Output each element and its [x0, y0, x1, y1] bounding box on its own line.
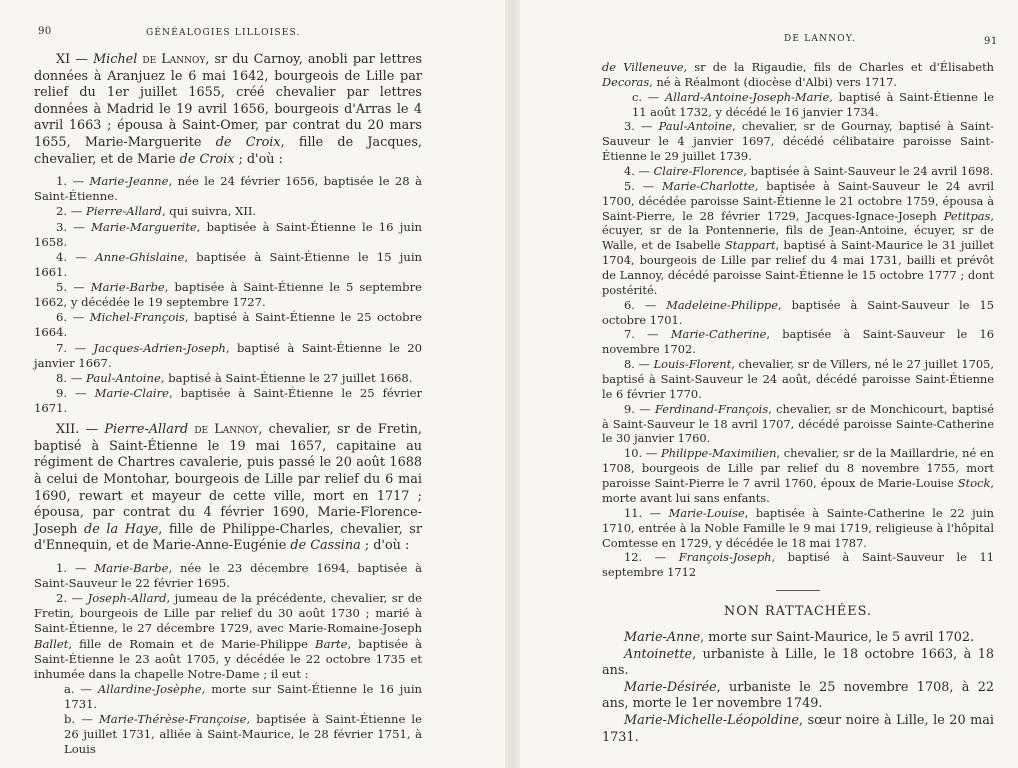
entry-prefix: 12. —	[624, 550, 679, 565]
section-divider	[776, 590, 820, 591]
child-entry	[602, 164, 994, 179]
child-entry	[602, 402, 994, 447]
entry-text: , baptisé à Saint-Étienne le 11 août 1732, y décédé le 16 janvier 1734.	[632, 89, 994, 119]
entry-text: , baptisée à Saint-Étienne le 26 juillet 1731, alliée à Saint-Maurice, le 28 février 1751, à Louis	[64, 712, 423, 757]
entry-text: , urbaniste à Lille, le 18 octobre 1663, à 18 ans.	[602, 646, 994, 679]
entry-text: , baptisée à Saint-Sauveur le 24 avril 1698.	[743, 164, 994, 179]
person-name: Marie-Charlotte	[661, 178, 755, 193]
person-name: Marie-Michelle-Léopoldine	[624, 712, 799, 728]
entry-text: , baptisé à Saint-Maurice le 31 juillet 1704, bourgeois de Lille par relief du 4 mai 1731, bailli et prévôt de Lannoy, décédé paroisse Saint-Étienne le 15 octobre 1777 ; dont postérité.	[602, 238, 995, 297]
entry-text: , baptisée à Saint-Étienne le 23 août 1705, y décédée le 22 octobre 1735 et inhumée dans la chapelle Notre-Dame ; il eut :	[34, 636, 422, 681]
sub-prefix: c. —	[632, 89, 665, 104]
entry-text: , morte avant lui sans enfants.	[602, 476, 994, 505]
entry-prefix: 8. —	[624, 357, 654, 372]
entry-text: , baptisée à Saint-Étienne le 16 juin 1658.	[34, 219, 422, 249]
entry-text: , fille de Romain et de Marie-Philippe	[68, 636, 316, 651]
person-name: Barte	[315, 636, 348, 651]
left-page	[0, 0, 505, 768]
running-head-left: GÉNÉALOGIES LILLOISES.	[146, 28, 301, 38]
person-name: Ballet	[34, 636, 69, 651]
entry-text: , sr de la Rigaudie, fils de Charles et d'Élisabeth	[683, 60, 994, 74]
person-name: Marie-Désirée	[624, 679, 717, 695]
entry-prefix: 7. —	[56, 340, 94, 355]
running-head-right: DE LANNOY.	[784, 34, 856, 44]
children-list-xi	[34, 174, 422, 416]
entry-prefix: 1. —	[56, 174, 90, 189]
person-name: Marie-Thérèse-Françoise	[98, 712, 247, 727]
person-name: Allardine-Josèphe	[97, 681, 202, 696]
person-name: Marie-Jeanne	[89, 174, 169, 189]
entry-text: , morte sur Saint-Maurice, le 5 avril 1702.	[700, 629, 975, 645]
person-name: Stappart	[724, 238, 776, 253]
entry-text: , baptisé à Saint-Étienne le 20 janvier 1667.	[34, 340, 422, 370]
person-name: de Villeneuve	[602, 60, 684, 74]
person-name: Ferdinand-François	[654, 401, 769, 416]
child-entry	[34, 250, 422, 280]
sub-entry-b	[34, 712, 422, 757]
entry-prefix: 3. —	[56, 219, 92, 234]
person-name: Marie-Anne	[624, 629, 701, 645]
entry-prefix: 4. —	[56, 249, 96, 264]
entry-text: , baptisée à Saint-Sauveur le 16 novembre 1702.	[602, 327, 995, 357]
person-name: Marie-Catherine	[670, 327, 767, 342]
entry-prefix: 6. —	[624, 297, 667, 312]
spouse-name: de Croix	[179, 151, 235, 167]
entry-text: , fille de Philippe-Charles, chevalier, sr d'Ennequin, et de Marie-Anne-Eugénie	[34, 521, 422, 554]
person-name: Pierre-Allard	[86, 204, 162, 219]
person-name: Michel	[93, 52, 138, 67]
child-entry	[34, 591, 422, 682]
person-name: Philippe-Maximilien	[660, 446, 777, 461]
child-entry	[34, 204, 422, 219]
entry-prefix: 9. —	[624, 401, 655, 416]
entry-text: , baptisé à Saint-Étienne le 27 juillet 1668.	[160, 370, 413, 385]
person-name: Antoinette	[624, 646, 693, 662]
entry-text: , baptisé à Saint-Sauveur le 11 septembre 1712	[602, 550, 995, 580]
child-entry	[602, 119, 994, 164]
sub-entry-a	[34, 682, 422, 712]
entry-text: , sr du Carnoy, anobli par lettres données à Aranjuez le 6 mai 1642, bourgeois de Lille par relief du 1er juillet 1655, créé chevalier par lettres données à Madrid le 19 avril 1656, bourgeois d'Arras le 4 avril 1663 ; épousa à Saint-Omer, par contrat du 20 mars 1655, Marie-Marguerite	[34, 52, 423, 150]
right-page	[520, 0, 1018, 768]
sub-prefix: b. —	[64, 712, 99, 727]
entry-text: , chevalier, sr de la Maillardrie, né en 1708, bourgeois de Lille par relief du 8 novembre 1755, mort paroisse Saint-Pierre le 7 avril 1760, époux de Marie-Louise	[602, 446, 994, 491]
person-name: Petitpas	[943, 208, 991, 223]
child-entry	[34, 386, 422, 416]
entry-text: , chevalier, sr de Villers, né le 27 juillet 1705, baptisé à Saint-Sauveur le 24 août, décédé paroisse Saint-Étienne le 6 février 1770.	[602, 357, 995, 401]
book-gutter	[505, 0, 520, 768]
entry-text: , baptisée à Saint-Sauveur le 24 avril 1700, décédée paroisse Saint-Étienne le 21 octobre 1759, épousa à Saint-Pierre, le 28 février 1729, Jacques-Ignace-Joseph	[602, 178, 995, 223]
person-name: Paul-Antoine	[658, 119, 733, 134]
entry-text: , baptisée à Saint-Étienne le 25 février 1671.	[34, 385, 422, 416]
person-name: Pierre-Allard	[104, 422, 189, 438]
surname: Lannoy	[214, 422, 259, 438]
child-entry	[602, 327, 994, 357]
person-name: Allard-Antoine-Joseph-Marie	[664, 89, 830, 104]
child-entry	[34, 280, 422, 310]
child-entry	[602, 713, 994, 746]
person-name: Paul-Antoine	[86, 370, 161, 385]
entry-text: , chevalier, sr de Monchicourt, baptisé à Saint-Sauveur le 18 avril 1707, décédé paroisse Sainte-Catherine le 30 janvier 1760.	[602, 401, 995, 446]
child-entry	[34, 220, 422, 250]
child-entry	[34, 341, 422, 371]
person-name: Claire-Florence	[653, 164, 744, 179]
entry-number: XI —	[56, 52, 89, 67]
person-name: Decoras	[602, 74, 650, 89]
entry-prefix: 6. —	[56, 310, 90, 325]
page-number-right: 91	[984, 36, 998, 47]
entry-text: , écuyer, sr de la Pontennerie, fils de Jean-Antoine, écuyer, sr de Walle, et de Isabelle	[602, 208, 994, 253]
entry-text: ; d'où :	[234, 151, 283, 167]
child-entry	[602, 630, 994, 647]
person-name: Anne-Ghislaine	[95, 249, 185, 264]
person-name: Joseph-Allard	[87, 591, 167, 606]
entry-prefix: 8. —	[56, 370, 87, 385]
child-entry	[34, 174, 422, 204]
entry-prefix: 1. —	[56, 560, 95, 575]
entry-prefix: 2. —	[56, 591, 88, 606]
right-text-column	[602, 60, 994, 746]
entry-prefix: 9. —	[56, 385, 95, 400]
sub-entry-c	[602, 90, 994, 120]
entry-text: , baptisée à Saint-Sauveur le 15 octobre 1701.	[602, 297, 995, 327]
person-name: Marie-Louise	[668, 505, 745, 520]
person-name: François-Joseph	[678, 550, 772, 565]
entry-text: , jumeau de la précédente, chevalier, sr de Fretin, bourgeois de Lille par relief du 30 août 1730 ; marié à Saint-Étienne, le 27 décembre 1729, avec Marie-Romaine-Joseph	[34, 591, 422, 636]
surname: Lannoy	[161, 52, 206, 67]
child-entry	[602, 298, 994, 328]
person-name: Marie-Claire	[94, 385, 170, 400]
child-entry	[602, 506, 994, 551]
children-list-right	[602, 119, 994, 580]
person-name: Louis-Florent	[653, 357, 732, 372]
entry-prefix: 4. —	[624, 164, 654, 179]
person-name: Marie-Barbe	[94, 560, 169, 575]
entry-text: , qui suivra, XII.	[161, 204, 257, 219]
entry-prefix: 7. —	[624, 327, 671, 342]
entry-text: , baptisée à Saint-Étienne le 15 juin 1661.	[34, 249, 423, 279]
child-entry	[602, 550, 994, 580]
page-number-left: 90	[38, 26, 52, 37]
left-text-column	[34, 52, 422, 758]
entry-text: , chevalier, sr de Gournay, baptisé à Saint-Sauveur le 4 janvier 1697, décédé célibataire paroisse Saint-Étienne le 29 juillet 1739.	[602, 119, 994, 164]
child-entry	[602, 680, 994, 713]
entry-prefix: 11. —	[624, 505, 669, 520]
entry-prefix: 3. —	[624, 119, 659, 134]
person-name: Madeleine-Philippe	[666, 297, 778, 312]
entry-text: , baptisé à Saint-Étienne le 25 octobre 1664.	[34, 310, 423, 340]
spouse-name: de Cassina	[290, 538, 361, 554]
child-entry	[602, 647, 994, 680]
unattached-list	[602, 630, 994, 746]
entry-prefix: 5. —	[56, 280, 91, 295]
person-name: Jacques-Adrien-Joseph	[93, 340, 226, 355]
continuation-paragraph	[602, 60, 994, 90]
entry-text: , baptisée à Sainte-Catherine le 22 juin 1710, entrée à la Noble Famille le 9 mai 1719, religieuse à l'hôpital Comtesse en 1729, y décédée le 18 mai 1787.	[602, 505, 995, 550]
children-list-xii	[34, 561, 422, 682]
entry-text: , urbaniste le 25 novembre 1708, à 22 ans, morte le 1er novembre 1749.	[602, 679, 994, 712]
entry-number: XII. —	[56, 422, 99, 438]
child-entry	[602, 357, 994, 402]
entry-xii	[34, 422, 422, 555]
entry-text: , chevalier, sr de Fretin, baptisé à Saint-Étienne le 19 mai 1657, capitaine au régiment de Chartres cavalerie, puis passé le 20 août 1688 à celui de Montohar, bourgeois de Lille par relief du 6 mai 1690, rewart et mayeur de cette ville, mort en 1717 ; épousa, par contrat du 4 février 1690, Marie-Florence-Joseph	[34, 422, 422, 537]
child-entry	[602, 446, 994, 505]
entry-prefix: 2. —	[56, 204, 87, 219]
entry-xi	[34, 52, 422, 168]
spouse-name: de la Haye	[84, 521, 159, 537]
entry-text: , né à Réalmont (diocèse d'Albi) vers 1717.	[649, 74, 898, 89]
entry-text: , née le 24 février 1656, baptisée le 28 à Saint-Étienne.	[34, 174, 422, 204]
entry-text: , morte sur Saint-Étienne le 16 juin 1731.	[64, 681, 422, 712]
child-entry	[34, 561, 422, 591]
entry-text: , baptisée à Saint-Étienne le 5 septembre 1662, y décédée le 19 septembre 1727.	[34, 280, 422, 310]
person-name: Stock	[957, 476, 991, 491]
entry-text: ; d'où :	[360, 538, 410, 554]
entry-prefix: 5. —	[624, 178, 662, 193]
section-heading: NON RATTACHÉES.	[724, 604, 872, 620]
child-entry	[602, 179, 994, 298]
person-name: Marie-Marguerite	[91, 219, 197, 234]
entry-text: , fille de Jacques, chevalier, et de Marie	[34, 134, 422, 167]
child-entry	[34, 371, 422, 386]
particle: de	[142, 52, 157, 67]
sub-prefix: a. —	[64, 681, 98, 696]
entry-text: , sœur noire à Lille, le 20 mai 1731.	[602, 712, 994, 745]
particle: de	[194, 422, 209, 438]
child-entry	[34, 310, 422, 340]
spouse-name: de Croix	[215, 134, 281, 150]
entry-prefix: 10. —	[624, 446, 661, 461]
entry-text: , née le 23 décembre 1694, baptisée à Saint-Sauveur le 22 février 1695.	[34, 560, 422, 591]
person-name: Marie-Barbe	[90, 280, 165, 295]
person-name: Michel-François	[89, 310, 185, 325]
